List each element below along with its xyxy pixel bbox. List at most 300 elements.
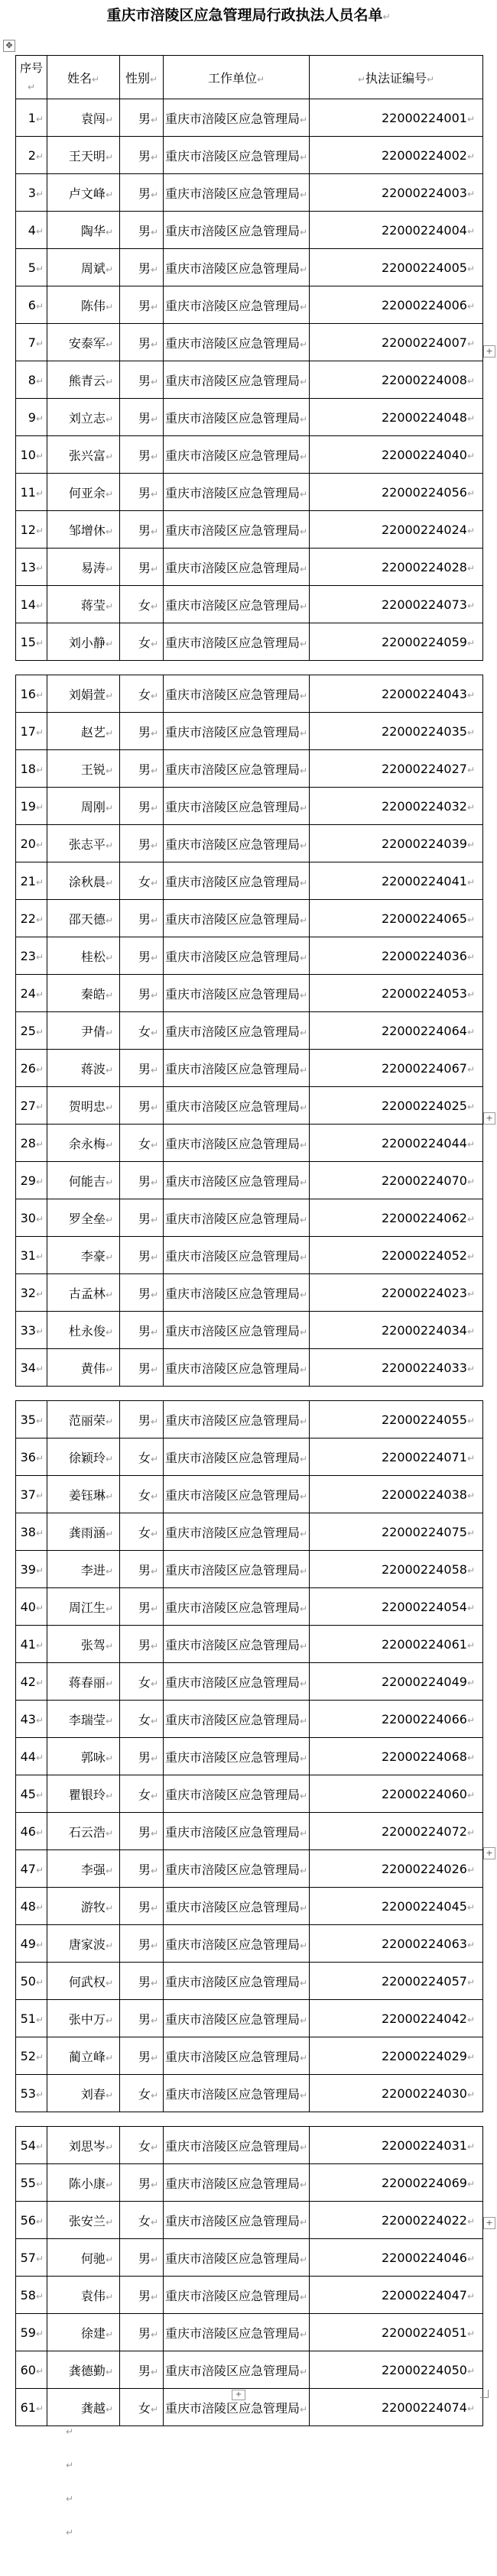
cell-index-text: 30 bbox=[20, 1210, 36, 1225]
cell-unit-text: 重庆市涪陵区应急管理局 bbox=[164, 2011, 300, 2027]
cell-unit bbox=[164, 1199, 310, 1237]
cell-name-text: 何驰 bbox=[80, 2251, 106, 2266]
paragraph-mark-icon: ↵ bbox=[466, 2253, 475, 2264]
cell-unit-text: 重庆市涪陵区应急管理局 bbox=[164, 111, 300, 126]
paragraph-mark-icon: ↵ bbox=[466, 1939, 475, 1950]
cell-cert-text: 22000224052 bbox=[381, 1248, 467, 1263]
cell-unit-text: 重庆市涪陵区应急管理局 bbox=[164, 485, 300, 500]
paragraph-mark-icon: ↵ bbox=[35, 1527, 44, 1539]
cell-cert-text: 22000224005 bbox=[381, 260, 467, 275]
paragraph-mark-icon: ↵ bbox=[466, 1752, 475, 1763]
cell-gender-text: 男 bbox=[138, 1211, 151, 1226]
paragraph-mark-icon: ↵ bbox=[105, 526, 113, 537]
cell-name-text: 张兴富 bbox=[68, 448, 106, 463]
cell-name-text: 张志平 bbox=[68, 837, 106, 852]
add-row-right-icon[interactable]: + bbox=[483, 345, 495, 358]
paragraph-mark-icon: ↵ bbox=[466, 450, 475, 461]
cell-name-text: 唐家波 bbox=[68, 1937, 106, 1952]
header-index-label: 序号 bbox=[19, 60, 43, 75]
paragraph-mark-icon: ↵ bbox=[149, 73, 158, 85]
paragraph-mark-icon: ↵ bbox=[35, 914, 44, 925]
paragraph-mark-icon: ↵ bbox=[150, 1640, 158, 1652]
cell-cert-text: 22000224023 bbox=[381, 1285, 467, 1300]
paragraph-mark-icon: ↵ bbox=[35, 2051, 44, 2063]
cell-name-text: 蒋波 bbox=[80, 1061, 106, 1076]
cell-gender bbox=[120, 2127, 164, 2164]
cell-index-text: 33 bbox=[20, 1322, 36, 1338]
cell-unit bbox=[164, 249, 310, 286]
cell-index bbox=[16, 1401, 47, 1438]
paragraph-mark-icon: ↵ bbox=[150, 1603, 158, 1614]
paragraph-mark-icon: ↵ bbox=[466, 1864, 475, 1875]
table-row bbox=[16, 2000, 483, 2037]
add-row-right-icon[interactable]: + bbox=[483, 1847, 495, 1859]
paragraph-mark-icon: ↵ bbox=[466, 2215, 475, 2227]
cell-gender-text: 女 bbox=[138, 635, 151, 650]
cell-gender bbox=[120, 1663, 164, 1701]
paragraph-mark-icon: ↵ bbox=[150, 1027, 158, 1038]
paragraph-mark-icon: ↵ bbox=[466, 1490, 475, 1501]
cell-unit-text: 重庆市涪陵区应急管理局 bbox=[164, 1248, 300, 1264]
paragraph-mark-icon: ↵ bbox=[105, 802, 113, 814]
cell-name bbox=[47, 675, 120, 713]
cell-index bbox=[16, 2075, 47, 2112]
cell-gender bbox=[120, 399, 164, 436]
paragraph-mark-icon: ↵ bbox=[466, 413, 475, 424]
cell-cert-text: 22000224039 bbox=[381, 836, 467, 851]
cell-name bbox=[47, 1312, 120, 1349]
paragraph-mark-icon: ↵ bbox=[66, 2527, 74, 2538]
paragraph-mark-icon: ↵ bbox=[466, 1827, 475, 1838]
cell-cert bbox=[310, 900, 483, 937]
paragraph-mark-icon: ↵ bbox=[466, 689, 475, 701]
header-cert-label: 执法证编号 bbox=[365, 70, 427, 86]
paragraph-mark-icon: ↵ bbox=[105, 2254, 113, 2265]
cell-gender-text: 男 bbox=[138, 560, 151, 575]
cell-index-text: 41 bbox=[20, 1636, 36, 1652]
cell-cert-text: 22000224073 bbox=[381, 597, 467, 612]
cell-unit bbox=[164, 937, 310, 975]
cell-gender-text: 女 bbox=[138, 1787, 151, 1802]
cell-cert bbox=[310, 1888, 483, 1925]
cell-cert bbox=[310, 1274, 483, 1312]
cell-gender bbox=[120, 174, 164, 212]
table-row bbox=[16, 1813, 483, 1850]
cell-name bbox=[47, 1476, 120, 1513]
cell-unit bbox=[164, 862, 310, 900]
cell-name-text: 易涛 bbox=[80, 560, 106, 575]
paragraph-mark-icon: ↵ bbox=[105, 1453, 113, 1464]
paragraph-mark-icon: ↵ bbox=[35, 1325, 44, 1337]
cell-name-text: 袁伟 bbox=[80, 2288, 106, 2303]
cell-name bbox=[47, 1663, 120, 1701]
cell-cert bbox=[310, 2075, 483, 2112]
cell-index-text: 8 bbox=[28, 372, 36, 387]
cell-cert bbox=[310, 324, 483, 361]
cell-gender bbox=[120, 1738, 164, 1775]
cell-name bbox=[47, 862, 120, 900]
cell-index bbox=[16, 436, 47, 474]
paragraph-mark-icon: ↵ bbox=[299, 563, 308, 574]
cell-unit-text: 重庆市涪陵区应急管理局 bbox=[164, 1937, 300, 1952]
cell-gender bbox=[120, 623, 164, 661]
paragraph-mark-icon: ↵ bbox=[105, 1490, 113, 1502]
cell-gender-text: 男 bbox=[138, 2288, 151, 2303]
cell-index-text: 12 bbox=[20, 522, 36, 537]
cell-name-text: 陶华 bbox=[80, 223, 106, 238]
cell-cert bbox=[310, 623, 483, 661]
cell-name bbox=[47, 286, 120, 324]
cell-index bbox=[16, 623, 47, 661]
paragraph-mark-icon: ↵ bbox=[35, 1101, 44, 1112]
cell-index-text: 2 bbox=[28, 147, 36, 163]
paragraph-mark-icon: ↵ bbox=[150, 1364, 158, 1375]
table-move-handle-icon[interactable]: ✥ bbox=[3, 40, 15, 52]
cell-gender-text: 女 bbox=[138, 2086, 151, 2102]
cell-index bbox=[16, 1274, 47, 1312]
cell-unit bbox=[164, 1775, 310, 1813]
paragraph-mark-icon: ↵ bbox=[150, 563, 158, 574]
table-row bbox=[16, 324, 483, 361]
paragraph-mark-icon: ↵ bbox=[105, 1940, 113, 1951]
table-row bbox=[16, 623, 483, 661]
cell-name-text: 安泰军 bbox=[68, 335, 106, 351]
cell-name bbox=[47, 1963, 120, 2000]
cell-index bbox=[16, 1963, 47, 2000]
cell-name-text: 游牧 bbox=[80, 1899, 106, 1914]
cell-cert bbox=[310, 1738, 483, 1775]
cell-gender-text: 男 bbox=[138, 2011, 151, 2027]
paragraph-mark-icon: ↵ bbox=[150, 2366, 158, 2377]
paragraph-mark-icon: ↵ bbox=[150, 2089, 158, 2101]
cell-gender bbox=[120, 1401, 164, 1438]
cell-unit bbox=[164, 1476, 310, 1513]
cell-gender bbox=[120, 1513, 164, 1551]
cell-index bbox=[16, 937, 47, 975]
cell-cert-text: 22000224004 bbox=[381, 222, 467, 238]
paragraph-mark-icon: ↵ bbox=[35, 1639, 44, 1651]
cell-unit bbox=[164, 474, 310, 511]
cell-cert bbox=[310, 1349, 483, 1387]
cell-unit-text: 重庆市涪陵区应急管理局 bbox=[164, 724, 300, 739]
cell-index bbox=[16, 900, 47, 937]
table-row bbox=[16, 825, 483, 862]
cell-unit-text: 重庆市涪陵区应急管理局 bbox=[164, 1450, 300, 1465]
cell-cert-text: 22000224025 bbox=[381, 1098, 467, 1113]
paragraph-mark-icon: ↵ bbox=[466, 1325, 475, 1337]
cell-cert bbox=[310, 1850, 483, 1888]
paragraph-mark-icon: ↵ bbox=[105, 952, 113, 963]
paragraph-mark-icon: ↵ bbox=[466, 150, 475, 162]
paragraph-mark-icon: ↵ bbox=[299, 1827, 308, 1839]
table-row bbox=[16, 2202, 483, 2239]
paragraph-mark-icon: ↵ bbox=[466, 1101, 475, 1112]
cell-unit-text: 重庆市涪陵区应急管理局 bbox=[164, 1824, 300, 1840]
cell-index bbox=[16, 324, 47, 361]
cell-gender bbox=[120, 549, 164, 586]
cell-gender bbox=[120, 713, 164, 750]
cell-unit bbox=[164, 399, 310, 436]
add-row-right-icon[interactable]: + bbox=[483, 1112, 495, 1125]
paragraph-mark-icon: ↵ bbox=[299, 600, 308, 612]
cell-index-text: 53 bbox=[20, 2086, 36, 2101]
cell-name bbox=[47, 2164, 120, 2202]
paragraph-mark-icon: ↵ bbox=[357, 73, 365, 85]
cell-index-text: 34 bbox=[20, 1360, 36, 1375]
paragraph-mark-icon: ↵ bbox=[35, 801, 44, 813]
paragraph-mark-icon: ↵ bbox=[105, 690, 113, 701]
table-row bbox=[16, 99, 483, 137]
paragraph-mark-icon: ↵ bbox=[35, 1565, 44, 1576]
cell-index bbox=[16, 2164, 47, 2202]
table-header-row bbox=[16, 56, 483, 99]
paragraph-mark-icon: ↵ bbox=[105, 1027, 113, 1038]
paragraph-mark-icon: ↵ bbox=[299, 451, 308, 462]
cell-name bbox=[47, 474, 120, 511]
cell-gender-text: 男 bbox=[138, 762, 151, 777]
paragraph-mark-icon: ↵ bbox=[299, 1214, 308, 1225]
header-cert bbox=[310, 56, 483, 99]
cell-gender bbox=[120, 99, 164, 137]
cell-name-text: 徐建 bbox=[80, 2325, 106, 2341]
table-resize-handle-icon[interactable] bbox=[480, 2390, 489, 2398]
table-row bbox=[16, 1274, 483, 1312]
cell-cert bbox=[310, 750, 483, 788]
table-row bbox=[16, 436, 483, 474]
paragraph-mark-icon: ↵ bbox=[27, 81, 36, 92]
cell-gender-text: 男 bbox=[138, 1862, 151, 1877]
paragraph-mark-icon: ↵ bbox=[466, 1976, 475, 1988]
paragraph-mark-icon: ↵ bbox=[35, 1176, 44, 1187]
cell-index bbox=[16, 1012, 47, 1050]
cell-unit bbox=[164, 2075, 310, 2112]
cell-index-text: 4 bbox=[28, 222, 36, 238]
cell-gender-text: 男 bbox=[138, 911, 151, 927]
add-row-right-icon[interactable]: + bbox=[483, 2217, 495, 2229]
cell-cert bbox=[310, 1551, 483, 1588]
paragraph-mark-icon: ↵ bbox=[466, 2403, 475, 2414]
cell-cert bbox=[310, 1775, 483, 1813]
paragraph-mark-icon: ↵ bbox=[35, 113, 44, 125]
cell-gender bbox=[120, 788, 164, 825]
cell-gender-text: 男 bbox=[138, 523, 151, 538]
cell-gender-text: 男 bbox=[138, 261, 151, 276]
cell-index-text: 18 bbox=[20, 761, 36, 776]
cell-gender bbox=[120, 2000, 164, 2037]
cell-cert bbox=[310, 399, 483, 436]
cell-name bbox=[47, 750, 120, 788]
paragraph-mark-icon: ↵ bbox=[299, 1326, 308, 1338]
cell-index bbox=[16, 2314, 47, 2351]
paragraph-mark-icon: ↵ bbox=[35, 413, 44, 424]
cell-name-text: 石云浩 bbox=[68, 1824, 106, 1840]
cell-unit bbox=[164, 2000, 310, 2037]
table-row bbox=[16, 1312, 483, 1349]
cell-name bbox=[47, 1551, 120, 1588]
paragraph-mark-icon: ↵ bbox=[150, 1715, 158, 1727]
page-break-cell bbox=[16, 1387, 483, 1401]
table-row bbox=[16, 549, 483, 586]
cell-index bbox=[16, 1925, 47, 1963]
paragraph-mark-icon: ↵ bbox=[35, 1827, 44, 1838]
table-row bbox=[16, 900, 483, 937]
paragraph-mark-icon: ↵ bbox=[35, 150, 44, 162]
paragraph-mark-icon: ↵ bbox=[150, 690, 158, 701]
add-row-bottom-icon[interactable]: + bbox=[232, 2390, 245, 2400]
cell-index bbox=[16, 1438, 47, 1476]
cell-gender-text: 男 bbox=[138, 298, 151, 313]
cell-gender-text: 男 bbox=[138, 335, 151, 351]
cell-name-text: 王天明 bbox=[68, 148, 106, 163]
table-row bbox=[16, 399, 483, 436]
cell-index bbox=[16, 2351, 47, 2389]
paragraph-mark-icon: ↵ bbox=[466, 188, 475, 199]
cell-unit-text: 重庆市涪陵区应急管理局 bbox=[164, 687, 300, 702]
cell-name-text: 周江生 bbox=[68, 1600, 106, 1615]
cell-unit bbox=[164, 2037, 310, 2075]
cell-gender bbox=[120, 1588, 164, 1626]
cell-index bbox=[16, 174, 47, 212]
paragraph-mark-icon: ↵ bbox=[105, 1251, 113, 1263]
paragraph-mark-icon: ↵ bbox=[466, 1565, 475, 1576]
paragraph-mark-icon: ↵ bbox=[150, 765, 158, 776]
cell-index-text: 50 bbox=[20, 1973, 36, 1989]
cell-gender-text: 男 bbox=[138, 724, 151, 739]
cell-cert bbox=[310, 361, 483, 399]
cell-index-text: 1 bbox=[28, 110, 36, 125]
cell-name-text: 尹倩 bbox=[80, 1024, 106, 1039]
table-row bbox=[16, 2075, 483, 2112]
cell-name bbox=[47, 2389, 120, 2426]
paragraph-mark-icon: ↵ bbox=[466, 1288, 475, 1299]
paragraph-mark-icon: ↵ bbox=[35, 600, 44, 611]
cell-unit-text: 重庆市涪陵区应急管理局 bbox=[164, 1637, 300, 1652]
cell-name bbox=[47, 937, 120, 975]
paragraph-mark-icon: ↵ bbox=[105, 2366, 113, 2377]
cell-name bbox=[47, 1349, 120, 1387]
paragraph-mark-icon: ↵ bbox=[105, 114, 113, 125]
paragraph-mark-icon: ↵ bbox=[299, 2052, 308, 2063]
cell-name-text: 龚德勤 bbox=[68, 2363, 106, 2378]
cell-unit-text: 重庆市涪陵区应急管理局 bbox=[164, 1173, 300, 1189]
cell-cert-text: 22000224071 bbox=[381, 1449, 467, 1464]
paragraph-mark-icon: ↵ bbox=[35, 1138, 44, 1150]
cell-index-text: 21 bbox=[20, 873, 36, 888]
paragraph-mark-icon: ↵ bbox=[35, 263, 44, 274]
table-row bbox=[16, 2239, 483, 2277]
paragraph-mark-icon: ↵ bbox=[299, 413, 308, 425]
paragraph-mark-icon: ↵ bbox=[105, 2141, 113, 2153]
cell-gender-text: 男 bbox=[138, 148, 151, 163]
paragraph-mark-icon: ↵ bbox=[150, 114, 158, 125]
cell-cert bbox=[310, 1513, 483, 1551]
table-row bbox=[16, 1199, 483, 1237]
cell-unit-text: 重庆市涪陵区应急管理局 bbox=[164, 448, 300, 463]
cell-cert bbox=[310, 2000, 483, 2037]
cell-unit-text: 重庆市涪陵区应急管理局 bbox=[164, 1600, 300, 1615]
paragraph-mark-icon: ↵ bbox=[150, 1214, 158, 1225]
personnel-table-container bbox=[15, 55, 479, 2426]
paragraph-mark-icon: ↵ bbox=[105, 1977, 113, 1989]
cell-gender-text: 男 bbox=[138, 1637, 151, 1652]
paragraph-mark-icon: ↵ bbox=[299, 1027, 308, 1038]
cell-unit-text: 重庆市涪陵区应急管理局 bbox=[164, 799, 300, 814]
paragraph-mark-icon: ↵ bbox=[466, 1176, 475, 1187]
cell-unit bbox=[164, 1663, 310, 1701]
cell-unit bbox=[164, 1438, 310, 1476]
paragraph-mark-icon: ↵ bbox=[35, 1490, 44, 1501]
cell-cert-text: 22000224038 bbox=[381, 1487, 467, 1502]
paragraph-mark-icon: ↵ bbox=[299, 2179, 308, 2190]
cell-gender-text: 男 bbox=[138, 448, 151, 463]
cell-gender bbox=[120, 1626, 164, 1663]
cell-gender bbox=[120, 862, 164, 900]
paragraph-mark-icon: ↵ bbox=[466, 1213, 475, 1225]
cell-name-text: 卢文峰 bbox=[68, 186, 106, 201]
cell-cert bbox=[310, 1476, 483, 1513]
cell-index bbox=[16, 474, 47, 511]
paragraph-mark-icon: ↵ bbox=[105, 1827, 113, 1839]
paragraph-mark-icon: ↵ bbox=[35, 2014, 44, 2025]
cell-cert bbox=[310, 862, 483, 900]
cell-unit bbox=[164, 1588, 310, 1626]
paragraph-mark-icon: ↵ bbox=[150, 189, 158, 200]
cell-index-text: 51 bbox=[20, 2011, 36, 2026]
cell-cert-text: 22000224067 bbox=[381, 1060, 467, 1076]
cell-gender-text: 男 bbox=[138, 2363, 151, 2378]
paragraph-mark-icon: ↵ bbox=[150, 952, 158, 963]
cell-unit bbox=[164, 511, 310, 549]
cell-unit-text: 重庆市涪陵区应急管理局 bbox=[164, 1525, 300, 1540]
cell-index bbox=[16, 1626, 47, 1663]
cell-index-text: 3 bbox=[28, 185, 36, 200]
cell-unit-text: 重庆市涪陵区应急管理局 bbox=[164, 186, 300, 201]
paragraph-mark-icon: ↵ bbox=[299, 1902, 308, 1914]
paragraph-mark-icon: ↵ bbox=[299, 1715, 308, 1727]
cell-unit-text: 重庆市涪陵区应急管理局 bbox=[164, 1323, 300, 1338]
cell-name-text: 袁闯 bbox=[80, 111, 106, 126]
cell-cert bbox=[310, 975, 483, 1012]
paragraph-mark-icon: ↵ bbox=[150, 488, 158, 500]
cell-cert-text: 22000224029 bbox=[381, 2048, 467, 2063]
paragraph-mark-icon: ↵ bbox=[299, 1453, 308, 1464]
cell-cert-text: 22000224060 bbox=[381, 1786, 467, 1801]
paragraph-mark-icon: ↵ bbox=[150, 1289, 158, 1300]
cell-cert bbox=[310, 1125, 483, 1162]
cell-gender-text: 男 bbox=[138, 1286, 151, 1301]
cell-index-text: 23 bbox=[20, 948, 36, 963]
paragraph-mark-icon: ↵ bbox=[150, 638, 158, 649]
cell-gender-text: 男 bbox=[138, 373, 151, 388]
cell-unit-text: 重庆市涪陵区应急管理局 bbox=[164, 2400, 300, 2416]
cell-unit-text: 重庆市涪陵区应急管理局 bbox=[164, 523, 300, 538]
cell-gender-text: 男 bbox=[138, 1899, 151, 1914]
paragraph-mark-icon: ↵ bbox=[105, 1416, 113, 1427]
cell-index bbox=[16, 1701, 47, 1738]
cell-unit-text: 重庆市涪陵区应急管理局 bbox=[164, 1974, 300, 1989]
cell-name bbox=[47, 1438, 120, 1476]
paragraph-mark-icon: ↵ bbox=[466, 375, 475, 387]
paragraph-mark-icon: ↵ bbox=[35, 1415, 44, 1426]
table-row bbox=[16, 1087, 483, 1125]
cell-unit bbox=[164, 1513, 310, 1551]
paragraph-mark-icon: ↵ bbox=[150, 2291, 158, 2303]
paragraph-mark-icon: ↵ bbox=[299, 1139, 308, 1150]
cell-name bbox=[47, 1237, 120, 1274]
cell-cert bbox=[310, 825, 483, 862]
paragraph-mark-icon: ↵ bbox=[105, 2052, 113, 2063]
paragraph-mark-icon: ↵ bbox=[299, 1490, 308, 1502]
